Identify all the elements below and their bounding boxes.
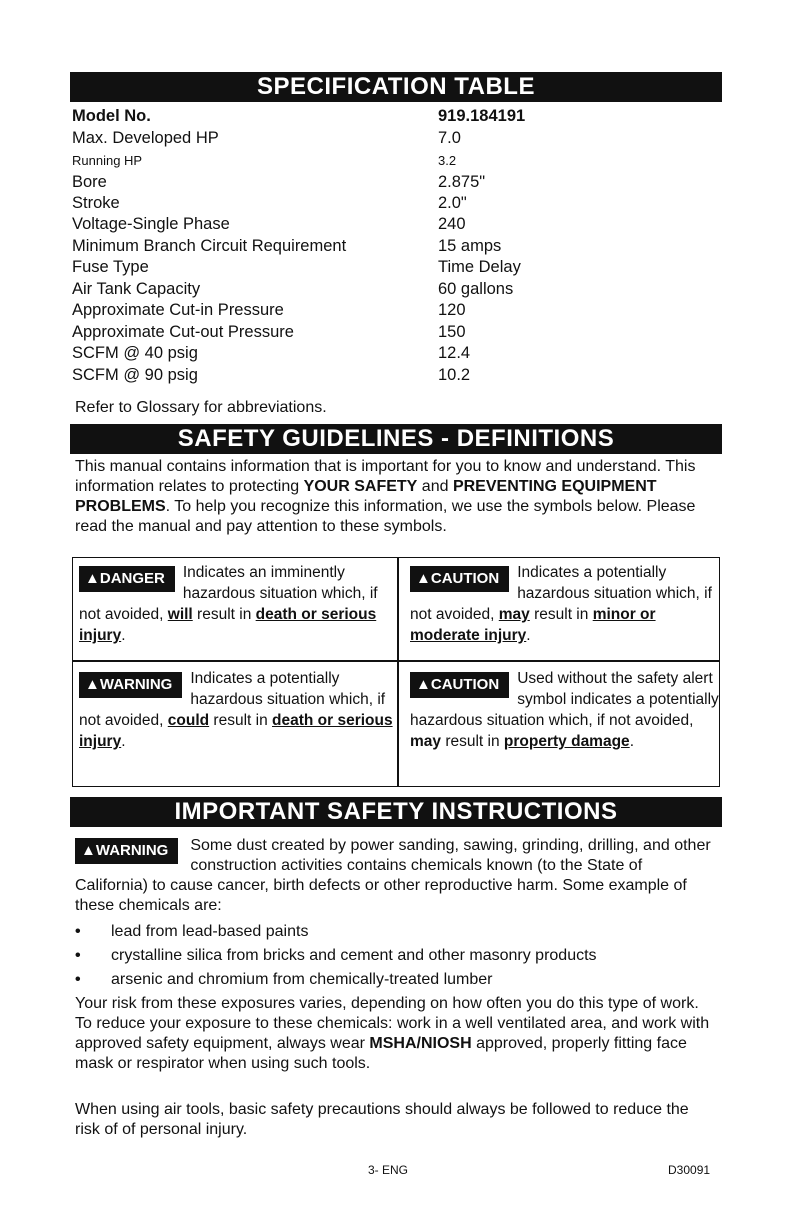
spec-header-label: Model No.: [72, 107, 151, 125]
spec-row: [72, 193, 712, 214]
caution-definition: ▲CAUTION Indicates a potentially hazardous situation which, if not avoided, may result in minor or moderate injury.: [410, 564, 712, 644]
spec-label: Minimum Branch Circuit Requirement: [72, 237, 347, 255]
spec-row: [72, 236, 712, 257]
spec-value: 60 gallons: [438, 280, 514, 298]
spec-row: [72, 279, 712, 300]
alert-triangle-icon: ▲: [416, 676, 431, 693]
spec-label: Approximate Cut-in Pressure: [72, 301, 284, 319]
document-code: D30091: [668, 1163, 711, 1177]
glossary-note: Refer to Glossary for abbreviations.: [75, 399, 327, 416]
caution-badge: ▲CAUTION: [410, 672, 509, 698]
spec-label: Max. Developed HP: [72, 129, 219, 147]
spec-row: [72, 257, 712, 278]
spec-value: 12.4: [438, 344, 471, 362]
safety-intro-paragraph: This manual contains information that is important for you to know and understand. This information relates to protecting YOUR SAFETY and PREVENTING EQUIPMENT PROBLEMS. To help you recognize this information, we use the symbols below. Please read the manual and pay attention to these symbols.: [75, 458, 696, 535]
caution-badge: ▲CAUTION: [410, 566, 509, 592]
warning-paragraph: ▲WARNING Some dust created by power sanding, sawing, grinding, drilling, and other construction activities contains chemicals known (to the State of California) to cause cancer, birth defects or other reproductive harm. Some example of these chemicals are:: [75, 837, 711, 914]
spec-label: Fuse Type: [72, 258, 149, 276]
spec-value: Time Delay: [438, 258, 521, 276]
spec-label: Air Tank Capacity: [72, 280, 201, 298]
closing-paragraph: When using air tools, basic safety precautions should always be followed to reduce the risk of of personal injury.: [75, 1101, 689, 1138]
bullet-icon: •: [75, 947, 81, 964]
danger-definition: ▲DANGER Indicates an imminently hazardous situation which, if not avoided, will result in death or serious injury.: [79, 564, 378, 644]
spec-label: Voltage-Single Phase: [72, 215, 230, 233]
alert-triangle-icon: ▲: [85, 570, 100, 587]
safety-definitions-table: [72, 557, 720, 787]
alert-triangle-icon: ▲: [81, 842, 96, 859]
spec-row: [72, 322, 712, 343]
spec-value: 3.2: [438, 153, 457, 168]
warning-definition: ▲WARNING Indicates a potentially hazardous situation which, if not avoided, could result in death or serious injury.: [79, 670, 393, 750]
spec-value: 2.875": [438, 173, 486, 191]
spec-label: Running HP: [72, 153, 143, 168]
important-safety-banner: IMPORTANT SAFETY INSTRUCTIONS: [70, 797, 722, 827]
spec-header-value: 919.184191: [438, 107, 526, 125]
alert-triangle-icon: ▲: [85, 676, 100, 693]
bullet-icon: •: [75, 923, 81, 940]
spec-value: 120: [438, 301, 466, 319]
spec-value: 15 amps: [438, 237, 502, 255]
spec-value: 7.0: [438, 129, 461, 147]
spec-row: [72, 128, 712, 149]
spec-header-row: [72, 106, 712, 127]
spec-label: SCFM @ 90 psig: [72, 366, 198, 384]
spec-label: Stroke: [72, 194, 120, 212]
spec-value: 240: [438, 215, 466, 233]
spec-row: [72, 365, 712, 386]
warning-badge: ▲WARNING: [79, 672, 182, 698]
spec-row: [72, 343, 712, 364]
spec-value: 2.0": [438, 194, 467, 212]
bullet-icon: •: [75, 971, 81, 988]
spec-label: Bore: [72, 173, 107, 191]
spec-row: [72, 300, 712, 321]
specification-table-banner: SPECIFICATION TABLE: [70, 72, 722, 102]
spec-row: [72, 172, 712, 193]
risk-paragraph: Your risk from these exposures varies, depending on how often you do this type of work. To reduce your exposure to these chemicals: work in a well ventilated area, and work with approved safety equipment, always wear MSHA/NIOSH approved, properly fitting face mask or respirator when using such tools.: [75, 995, 710, 1072]
safety-guidelines-banner: SAFETY GUIDELINES - DEFINITIONS: [70, 424, 722, 454]
warning-badge: ▲WARNING: [75, 838, 178, 864]
danger-badge: ▲DANGER: [79, 566, 175, 592]
table-divider-vertical: [397, 558, 399, 786]
spec-value: 10.2: [438, 366, 471, 384]
caution-no-symbol-definition: ▲CAUTION Used without the safety alert symbol indicates a potentially hazardous situation which, if not avoided, may result in property damage.: [410, 670, 719, 750]
table-divider-horizontal: [73, 660, 719, 662]
page-number: 3- ENG: [368, 1163, 409, 1177]
spec-row: [72, 214, 712, 235]
alert-triangle-icon: ▲: [416, 570, 431, 587]
spec-value: 150: [438, 323, 466, 341]
spec-row: [72, 150, 712, 171]
spec-label: SCFM @ 40 psig: [72, 344, 198, 362]
spec-label: Approximate Cut-out Pressure: [72, 323, 294, 341]
